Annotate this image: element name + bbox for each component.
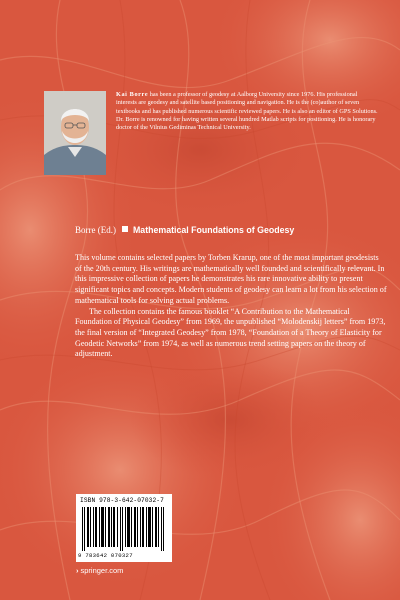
barcode-icon: [82, 507, 166, 551]
description-paragraph-1: This volume contains selected papers by Torben Krarup, one of the most important geodesists of the 20th century. His writings are mathematically well founded and scientifically relevant. In this impressive collection of papers he demonstrates his rare innovative ability to present significant topics and concepts. Modern students of geodesy can learn a lot from his selection of mathematical tools for solving actual problems.: [75, 253, 387, 305]
ean-digits: 9 783642 070327: [78, 552, 133, 559]
square-bullet-icon: [122, 226, 128, 232]
author-bio: [116, 91, 378, 132]
editor-name: Borre (Ed.): [75, 225, 116, 235]
barcode-box: [76, 494, 172, 562]
publisher-link[interactable]: [76, 566, 123, 575]
publisher-url: springer.com: [80, 566, 124, 575]
description-paragraph-2: The collection contains the famous booklet “A Contribution to the Mathematical Foundation of Physical Geodesy” from 1969, the unpublished “Molodenskij letters” from 1973, the final version of “Integrated Geodesy” from 1978, “Foundation of a Theory of Elasticity for Geodetic Networks” from 1974, as well as numerous trend setting papers on the theory of adjustment.: [75, 306, 386, 359]
author-photo: [44, 91, 106, 175]
author-bio-text: has been a professor of geodesy at Aalborg University since 1976. His professional interests are geodesy and satellite based positioning and navigation. He is the (co)author of seven textbooks and has published numerous scientific reviewed papers. He is also an editor of GPS Solutions. Dr. Borre is renowned for having written several hundred Matlab scripts for positioning. He is honorary doctor of the Vilnius Gediminas Technical University.: [116, 91, 378, 132]
chevron-right-icon: ›: [76, 566, 79, 575]
description: [75, 253, 387, 360]
isbn-label: ISBN 978-3-642-07032-7: [80, 497, 164, 504]
title-line: [75, 225, 395, 236]
author-name: Kai Borre: [116, 91, 149, 98]
book-title: Mathematical Foundations of Geodesy: [132, 225, 295, 235]
